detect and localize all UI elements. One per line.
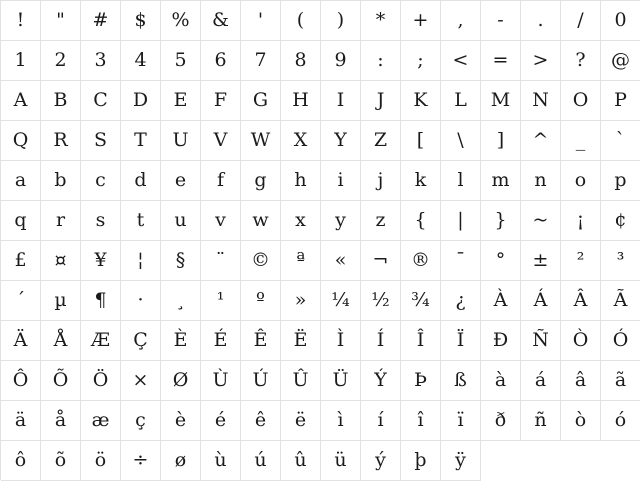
glyph-cell[interactable]: 0 bbox=[601, 1, 640, 41]
glyph-cell[interactable]: é bbox=[201, 401, 241, 441]
glyph-cell[interactable]: á bbox=[521, 361, 561, 401]
glyph-cell[interactable]: æ bbox=[81, 401, 121, 441]
glyph-cell[interactable]: = bbox=[481, 41, 521, 81]
glyph-cell[interactable]: i bbox=[321, 161, 361, 201]
glyph-cell[interactable]: Û bbox=[281, 361, 321, 401]
glyph-cell[interactable]: & bbox=[201, 1, 241, 41]
glyph-cell[interactable]: e bbox=[161, 161, 201, 201]
glyph-cell[interactable]: ¿ bbox=[441, 281, 481, 321]
glyph-cell[interactable]: T bbox=[121, 121, 161, 161]
glyph-cell[interactable]: F bbox=[201, 81, 241, 121]
glyph-cell[interactable]: I bbox=[321, 81, 361, 121]
glyph-cell[interactable]: > bbox=[521, 41, 561, 81]
glyph-cell[interactable]: ' bbox=[241, 1, 281, 41]
glyph-cell[interactable]: È bbox=[161, 321, 201, 361]
glyph-cell[interactable]: ú bbox=[241, 441, 281, 481]
glyph-cell[interactable]: ² bbox=[561, 241, 601, 281]
glyph-cell[interactable]: S bbox=[81, 121, 121, 161]
glyph-cell[interactable]: X bbox=[281, 121, 321, 161]
glyph-cell[interactable]: p bbox=[601, 161, 640, 201]
glyph-cell[interactable]: * bbox=[361, 1, 401, 41]
glyph-cell[interactable]: { bbox=[401, 201, 441, 241]
glyph-cell[interactable]: ý bbox=[361, 441, 401, 481]
glyph-cell[interactable]: ð bbox=[481, 401, 521, 441]
glyph-cell[interactable]: Y bbox=[321, 121, 361, 161]
glyph-cell[interactable]: Ð bbox=[481, 321, 521, 361]
glyph-cell[interactable]: ( bbox=[281, 1, 321, 41]
glyph-cell[interactable]: ù bbox=[201, 441, 241, 481]
glyph-cell[interactable]: q bbox=[1, 201, 41, 241]
glyph-cell[interactable]: # bbox=[81, 1, 121, 41]
glyph-cell[interactable]: Ö bbox=[81, 361, 121, 401]
glyph-cell[interactable]: + bbox=[401, 1, 441, 41]
glyph-cell[interactable]: Ó bbox=[601, 321, 640, 361]
glyph-cell[interactable]: ¼ bbox=[321, 281, 361, 321]
glyph-cell[interactable]: G bbox=[241, 81, 281, 121]
glyph-cell[interactable]: Õ bbox=[41, 361, 81, 401]
glyph-cell[interactable]: 5 bbox=[161, 41, 201, 81]
glyph-cell[interactable]: " bbox=[41, 1, 81, 41]
glyph-cell[interactable]: h bbox=[281, 161, 321, 201]
glyph-cell[interactable]: Ã bbox=[601, 281, 640, 321]
glyph-cell[interactable]: ? bbox=[561, 41, 601, 81]
glyph-cell[interactable]: 8 bbox=[281, 41, 321, 81]
glyph-cell[interactable]: P bbox=[601, 81, 640, 121]
glyph-cell[interactable]: ã bbox=[601, 361, 640, 401]
glyph-cell[interactable]: ¦ bbox=[121, 241, 161, 281]
glyph-cell[interactable]: 9 bbox=[321, 41, 361, 81]
glyph-cell[interactable]: ° bbox=[481, 241, 521, 281]
glyph-cell[interactable]: v bbox=[201, 201, 241, 241]
glyph-cell[interactable]: à bbox=[481, 361, 521, 401]
glyph-cell[interactable]: Ç bbox=[121, 321, 161, 361]
glyph-cell[interactable]: Â bbox=[561, 281, 601, 321]
glyph-cell[interactable]: d bbox=[121, 161, 161, 201]
glyph-cell[interactable]: í bbox=[361, 401, 401, 441]
glyph-cell[interactable]: D bbox=[121, 81, 161, 121]
glyph-cell[interactable]: y bbox=[321, 201, 361, 241]
glyph-cell[interactable]: ¥ bbox=[81, 241, 121, 281]
glyph-cell[interactable]: ¸ bbox=[161, 281, 201, 321]
glyph-cell[interactable]: ) bbox=[321, 1, 361, 41]
glyph-cell[interactable]: â bbox=[561, 361, 601, 401]
glyph-cell[interactable]: u bbox=[161, 201, 201, 241]
glyph-cell[interactable]: Á bbox=[521, 281, 561, 321]
glyph-cell[interactable]: R bbox=[41, 121, 81, 161]
glyph-cell[interactable]: $ bbox=[121, 1, 161, 41]
glyph-cell[interactable]: H bbox=[281, 81, 321, 121]
glyph-cell[interactable]: µ bbox=[41, 281, 81, 321]
glyph-cell[interactable]: - bbox=[481, 1, 521, 41]
glyph-cell[interactable]: ï bbox=[441, 401, 481, 441]
glyph-cell[interactable]: è bbox=[161, 401, 201, 441]
glyph-cell[interactable]: A bbox=[1, 81, 41, 121]
glyph-cell[interactable]: l bbox=[441, 161, 481, 201]
glyph-cell[interactable]: õ bbox=[41, 441, 81, 481]
glyph-cell[interactable]: O bbox=[561, 81, 601, 121]
glyph-cell[interactable]: B bbox=[41, 81, 81, 121]
glyph-cell[interactable]: ´ bbox=[1, 281, 41, 321]
glyph-cell[interactable]: ÷ bbox=[121, 441, 161, 481]
glyph-cell[interactable]: ø bbox=[161, 441, 201, 481]
glyph-cell[interactable]: g bbox=[241, 161, 281, 201]
glyph-cell[interactable]: ô bbox=[1, 441, 41, 481]
glyph-cell[interactable]: þ bbox=[401, 441, 441, 481]
glyph-cell[interactable]: ó bbox=[601, 401, 640, 441]
glyph-cell[interactable]: ³ bbox=[601, 241, 640, 281]
glyph-cell[interactable]: 4 bbox=[121, 41, 161, 81]
glyph-cell[interactable]: r bbox=[41, 201, 81, 241]
glyph-cell[interactable]: } bbox=[481, 201, 521, 241]
glyph-cell[interactable]: ¢ bbox=[601, 201, 640, 241]
glyph-cell[interactable]: ! bbox=[1, 1, 41, 41]
glyph-cell[interactable]: ò bbox=[561, 401, 601, 441]
glyph-cell[interactable]: É bbox=[201, 321, 241, 361]
glyph-cell[interactable]: § bbox=[161, 241, 201, 281]
glyph-cell[interactable]: ® bbox=[401, 241, 441, 281]
glyph-cell[interactable]: Ô bbox=[1, 361, 41, 401]
glyph-cell[interactable]: N bbox=[521, 81, 561, 121]
glyph-cell[interactable]: ^ bbox=[521, 121, 561, 161]
glyph-cell[interactable]: À bbox=[481, 281, 521, 321]
glyph-cell[interactable]: : bbox=[361, 41, 401, 81]
glyph-cell[interactable]: n bbox=[521, 161, 561, 201]
glyph-cell[interactable]: Z bbox=[361, 121, 401, 161]
glyph-cell[interactable]: a bbox=[1, 161, 41, 201]
glyph-cell[interactable]: @ bbox=[601, 41, 640, 81]
glyph-cell[interactable]: \ bbox=[441, 121, 481, 161]
glyph-cell[interactable]: , bbox=[441, 1, 481, 41]
glyph-cell[interactable]: ¹ bbox=[201, 281, 241, 321]
glyph-cell[interactable]: ¯ bbox=[441, 241, 481, 281]
glyph-cell[interactable]: ± bbox=[521, 241, 561, 281]
glyph-cell[interactable]: Ì bbox=[321, 321, 361, 361]
glyph-cell[interactable]: Ú bbox=[241, 361, 281, 401]
glyph-cell[interactable]: ì bbox=[321, 401, 361, 441]
glyph-cell[interactable]: û bbox=[281, 441, 321, 481]
glyph-cell[interactable]: % bbox=[161, 1, 201, 41]
glyph-cell[interactable]: f bbox=[201, 161, 241, 201]
glyph-cell[interactable]: Ï bbox=[441, 321, 481, 361]
glyph-cell[interactable]: K bbox=[401, 81, 441, 121]
glyph-cell[interactable]: c bbox=[81, 161, 121, 201]
glyph-cell[interactable]: z bbox=[361, 201, 401, 241]
glyph-cell[interactable]: w bbox=[241, 201, 281, 241]
glyph-cell[interactable]: ~ bbox=[521, 201, 561, 241]
glyph-cell[interactable]: W bbox=[241, 121, 281, 161]
glyph-cell[interactable]: ä bbox=[1, 401, 41, 441]
glyph-cell[interactable]: k bbox=[401, 161, 441, 201]
glyph-cell[interactable]: Ü bbox=[321, 361, 361, 401]
glyph-cell[interactable]: ê bbox=[241, 401, 281, 441]
glyph-cell[interactable]: ë bbox=[281, 401, 321, 441]
glyph-cell[interactable]: ñ bbox=[521, 401, 561, 441]
glyph-cell[interactable]: o bbox=[561, 161, 601, 201]
glyph-cell[interactable]: ö bbox=[81, 441, 121, 481]
glyph-cell[interactable]: ] bbox=[481, 121, 521, 161]
glyph-cell[interactable]: | bbox=[441, 201, 481, 241]
glyph-cell[interactable]: ç bbox=[121, 401, 161, 441]
glyph-cell[interactable]: Î bbox=[401, 321, 441, 361]
glyph-cell[interactable]: b bbox=[41, 161, 81, 201]
glyph-cell[interactable]: ½ bbox=[361, 281, 401, 321]
glyph-cell[interactable]: Ë bbox=[281, 321, 321, 361]
glyph-cell[interactable]: ; bbox=[401, 41, 441, 81]
glyph-cell[interactable]: ß bbox=[441, 361, 481, 401]
glyph-cell[interactable]: 1 bbox=[1, 41, 41, 81]
glyph-cell[interactable]: / bbox=[561, 1, 601, 41]
glyph-cell[interactable]: Q bbox=[1, 121, 41, 161]
glyph-cell[interactable]: ª bbox=[281, 241, 321, 281]
glyph-cell[interactable]: s bbox=[81, 201, 121, 241]
glyph-cell[interactable]: Ý bbox=[361, 361, 401, 401]
glyph-cell[interactable]: U bbox=[161, 121, 201, 161]
glyph-cell[interactable]: « bbox=[321, 241, 361, 281]
glyph-cell[interactable]: · bbox=[121, 281, 161, 321]
glyph-cell[interactable]: Æ bbox=[81, 321, 121, 361]
glyph-cell[interactable]: Å bbox=[41, 321, 81, 361]
glyph-cell[interactable]: Ø bbox=[161, 361, 201, 401]
glyph-cell[interactable]: © bbox=[241, 241, 281, 281]
glyph-cell[interactable]: ¨ bbox=[201, 241, 241, 281]
glyph-cell[interactable]: _ bbox=[561, 121, 601, 161]
glyph-cell[interactable]: ¤ bbox=[41, 241, 81, 281]
glyph-cell[interactable]: £ bbox=[1, 241, 41, 281]
glyph-cell[interactable]: Ò bbox=[561, 321, 601, 361]
glyph-cell[interactable]: ¬ bbox=[361, 241, 401, 281]
glyph-cell[interactable]: Þ bbox=[401, 361, 441, 401]
glyph-cell[interactable]: ¾ bbox=[401, 281, 441, 321]
glyph-cell[interactable]: 3 bbox=[81, 41, 121, 81]
glyph-cell[interactable]: L bbox=[441, 81, 481, 121]
glyph-cell[interactable]: t bbox=[121, 201, 161, 241]
glyph-cell[interactable]: < bbox=[441, 41, 481, 81]
glyph-cell[interactable]: . bbox=[521, 1, 561, 41]
glyph-cell[interactable]: ¡ bbox=[561, 201, 601, 241]
glyph-cell[interactable]: × bbox=[121, 361, 161, 401]
glyph-cell[interactable]: 7 bbox=[241, 41, 281, 81]
glyph-cell[interactable]: » bbox=[281, 281, 321, 321]
glyph-cell[interactable]: j bbox=[361, 161, 401, 201]
glyph-cell[interactable]: C bbox=[81, 81, 121, 121]
glyph-cell[interactable]: 6 bbox=[201, 41, 241, 81]
glyph-cell[interactable]: Ñ bbox=[521, 321, 561, 361]
glyph-cell[interactable]: Ù bbox=[201, 361, 241, 401]
glyph-cell[interactable]: V bbox=[201, 121, 241, 161]
glyph-cell[interactable]: î bbox=[401, 401, 441, 441]
glyph-cell[interactable]: Í bbox=[361, 321, 401, 361]
glyph-cell[interactable]: 2 bbox=[41, 41, 81, 81]
glyph-cell[interactable]: M bbox=[481, 81, 521, 121]
glyph-cell[interactable]: ¶ bbox=[81, 281, 121, 321]
glyph-cell[interactable]: ÿ bbox=[441, 441, 481, 481]
glyph-cell[interactable]: Ä bbox=[1, 321, 41, 361]
glyph-cell[interactable]: Ê bbox=[241, 321, 281, 361]
glyph-cell[interactable]: x bbox=[281, 201, 321, 241]
glyph-cell[interactable]: º bbox=[241, 281, 281, 321]
glyph-cell[interactable]: m bbox=[481, 161, 521, 201]
glyph-cell[interactable]: E bbox=[161, 81, 201, 121]
glyph-cell[interactable]: ` bbox=[601, 121, 640, 161]
glyph-cell[interactable]: ü bbox=[321, 441, 361, 481]
glyph-cell[interactable]: J bbox=[361, 81, 401, 121]
glyph-cell[interactable]: å bbox=[41, 401, 81, 441]
glyph-cell[interactable]: [ bbox=[401, 121, 441, 161]
